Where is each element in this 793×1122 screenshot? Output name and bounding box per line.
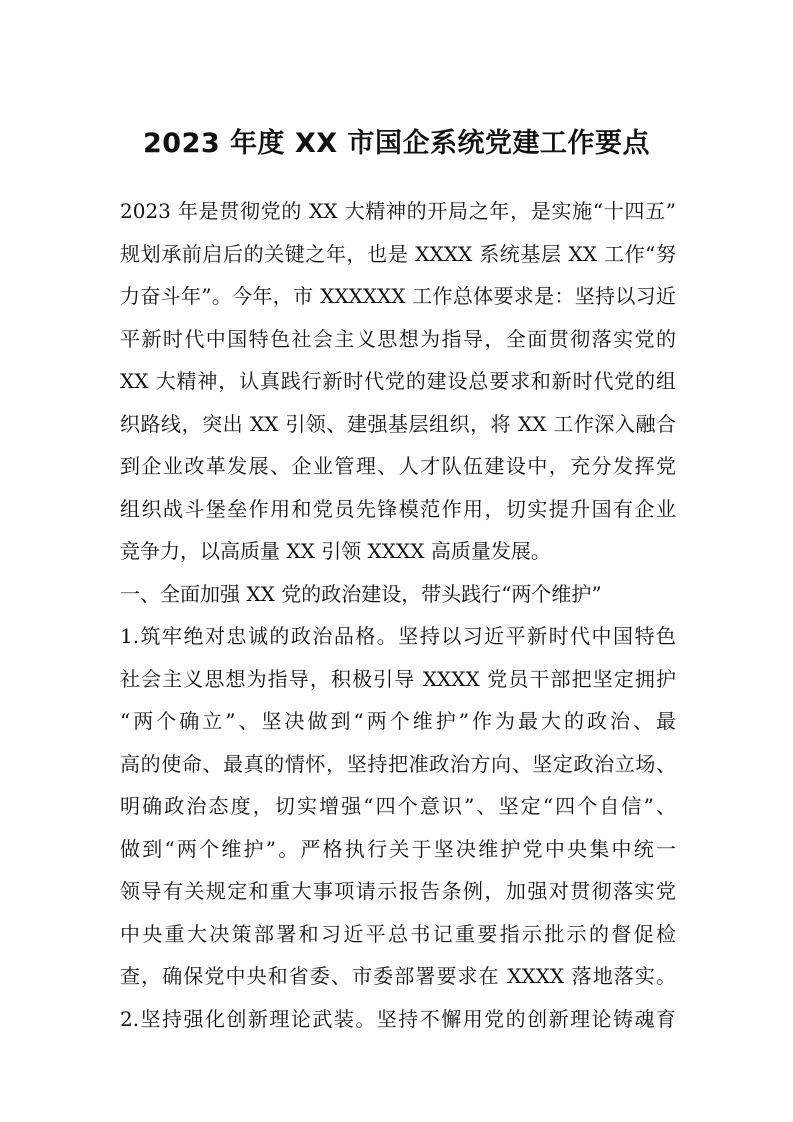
item-2-line-1: 2.坚持强化创新理论武装。坚持不懈用党的创新理论铸魂育 — [120, 1006, 676, 1031]
item-1-line-2: 社会主义思想为指导，积极引导 XXXX 党员干部把坚定拥护 — [120, 666, 676, 691]
section-heading-1: 一、全面加强 XX 党的政治建设，带头践行“两个维护” — [120, 581, 602, 606]
intro-line-6: 织路线，突出 XX 引领、建强基层组织，将 XX 工作深入融合 — [120, 411, 676, 436]
intro-line-8: 组织战斗堡垒作用和党员先锋模范作用，切实提升国有企业 — [120, 496, 676, 521]
item-1-line-6: 做到“两个维护”。严格执行关于坚决维护党中央集中统一 — [120, 836, 676, 861]
intro-line-2: 规划承前启后的关键之年，也是 XXXX 系统基层 XX 工作“努 — [120, 241, 676, 266]
intro-line-9: 竞争力，以高质量 XX 引领 XXXX 高质量发展。 — [120, 539, 551, 563]
intro-line-7: 到企业改革发展、企业管理、人才队伍建设中，充分发挥党 — [120, 454, 676, 478]
document-title: 2023 年度 XX 市国企系统党建工作要点 — [143, 128, 650, 159]
item-1-line-9: 查，确保党中央和省委、市委部署要求在 XXXX 落地落实。 — [120, 964, 676, 988]
item-1-line-4: 高的使命、最真的情怀，坚持把准政治方向、坚定政治立场、 — [120, 751, 676, 776]
item-1-line-7: 领导有关规定和重大事项请示报告条例，加强对贯彻落实党 — [120, 879, 676, 903]
item-1-line-1: 1.筑牢绝对忠诚的政治品格。坚持以习近平新时代中国特色 — [120, 624, 676, 648]
intro-line-1: 2023 年是贯彻党的 XX 大精神的开局之年，是实施“十四五” — [120, 199, 676, 223]
item-1-line-5: 明确政治态度，切实增强“四个意识”、坚定“四个自信”、 — [120, 794, 676, 818]
document-body — [120, 190, 676, 1040]
item-1-line-8: 中央重大决策部署和习近平总书记重要指示批示的督促检 — [120, 921, 676, 946]
item-1-line-3: “两个确立”、坚决做到“两个维护”作为最大的政治、最 — [120, 709, 676, 733]
intro-line-3: 力奋斗年”。今年，市 XXXXXX 工作总体要求是：坚持以习近 — [120, 284, 676, 308]
intro-line-4: 平新时代中国特色社会主义思想为指导，全面贯彻落实党的 — [120, 326, 676, 351]
intro-line-5: XX 大精神，认真践行新时代党的建设总要求和新时代党的组 — [120, 369, 676, 393]
